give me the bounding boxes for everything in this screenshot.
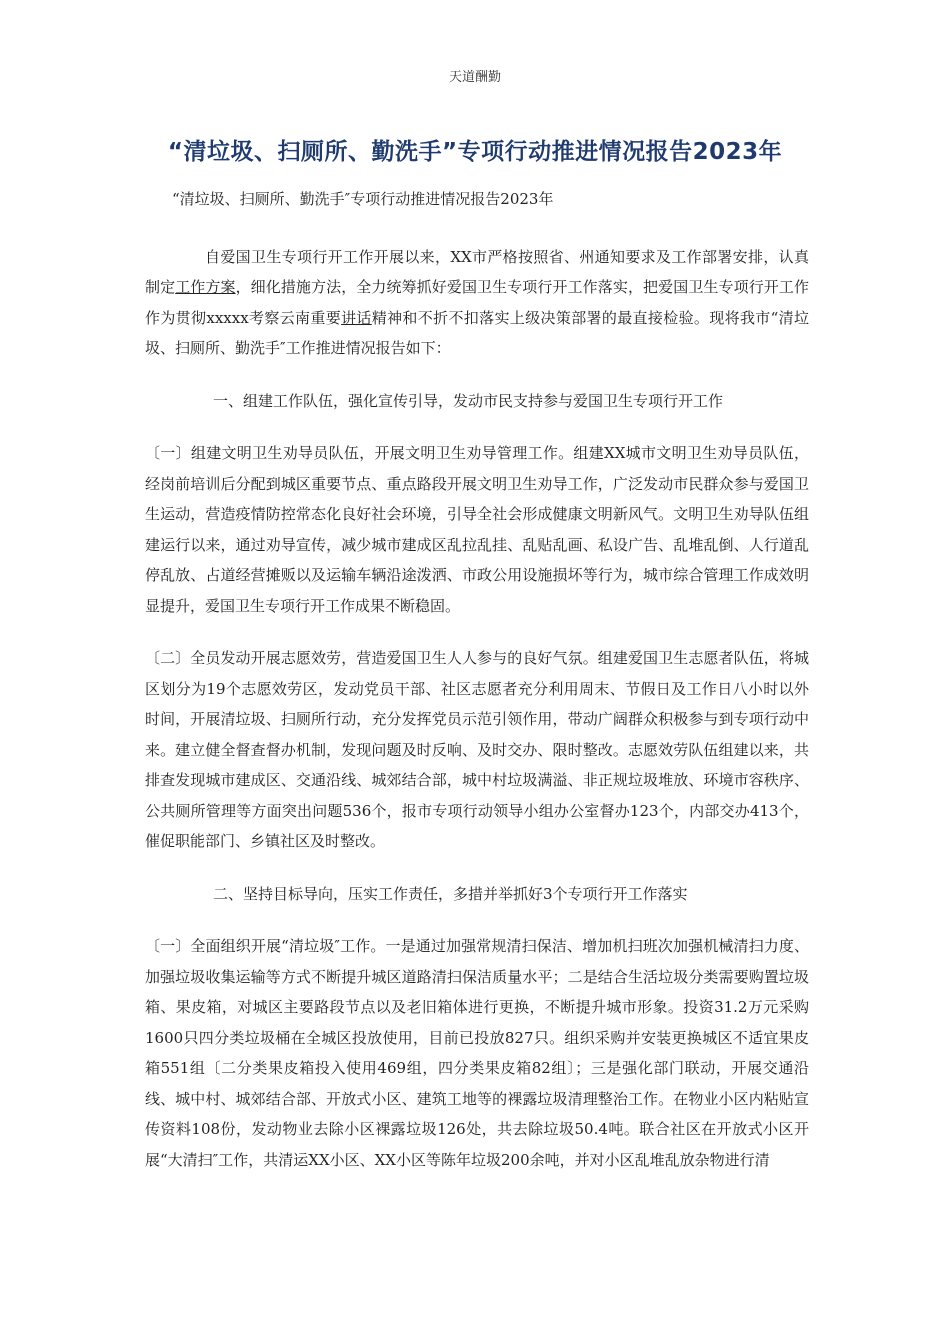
intro-text-1: 自爱国卫生专项行开工作开展以来，XX市严格按照省、州通知要求及工作部署安排，认真制定 — [145, 247, 809, 296]
work-plan-link[interactable]: 工作方案 — [175, 278, 236, 296]
section-2-paragraph-1: 〔一〕全面组织开展“清垃圾″工作。一是通过加强常规清扫保洁、增加机扫班次加强机械清扫力度、加强垃圾收集运输等方式不断提升城区道路清扫保洁质量水平；二是结合生活垃圾分类需要购置垃圾箱、果皮箱，对城区主要路段节点以及老旧箱体进行更换，不断提升城市形象。投资31.2万元采购1600只四分类垃圾桶在全城区投放使用，目前已投放827只。组织采购并安装更换城区不适宜果皮箱551组〔二分类果皮箱投入使用469组，四分类果皮箱82组〕；三是强化部门联动，开展交通沿线、城中村、城郊结合部、开放式小区、建筑工地等的裸露垃圾清理整治工作。在物业小区内粘贴宣传资料108份，发动物业去除小区裸露垃圾126处，共去除垃圾50.4吨。联合社区在开放式小区开展“大清扫″工作，共清运XX小区、XX小区等陈年垃圾200余吨，并对小区乱堆乱放杂物进行清 — [145, 937, 809, 1169]
section-1-heading: 一、组建工作队伍，强化宣传引导，发动市民支持参与爱国卫生专项行开工作 — [213, 391, 724, 410]
page-header: 天道酬勤 — [448, 70, 501, 85]
section-1-paragraph-2: 〔二〕全员发动开展志愿效劳，营造爱国卫生人人参与的良好气氛。组建爱国卫生志愿者队伍，将城区划分为19个志愿效劳区，发动党员干部、社区志愿者充分利用周末、节假日及工作日八小时以外时间，开展清垃圾、扫厕所行动，充分发挥党员示范引领作用，带动广阔群众积极参与到专项行动中来。建立健全督查督办机制，发现问题及时反响、及时交办、限时整改。志愿效劳队伍组建以来，共排查发现城市建成区、交通沿线、城郊结合部，城中村垃圾满溢、非正规垃圾堆放、环境市容秩序、公共厕所管理等方面突出问题536个，报市专项行动领导小组办公室督办123个，内部交办413个，催促职能部门、乡镇社区及时整改。 — [145, 649, 809, 850]
intro-paragraph — [145, 242, 809, 364]
section-2-heading: 二、坚持目标导向，压实工作责任，多措并举抓好3个专项行开工作落实 — [213, 884, 688, 903]
document-title: “清垃圾、扫厕所、勤洗手”专项行动推进情况报告2023年 — [167, 139, 783, 165]
document-subtitle: “清垃圾、扫厕所、勤洗手″专项行动推进情况报告2023年 — [172, 190, 554, 208]
section-1-paragraph-1: 〔一〕组建文明卫生劝导员队伍，开展文明卫生劝导管理工作。组建XX城市文明卫生劝导员队伍，经岗前培训后分配到城区重要节点、重点路段开展文明卫生劝导工作，广泛发动市民群众参与爱国卫生运动，营造疫情防控常态化良好社会环境，引导全社会形成健康文明新风气。文明卫生劝导队伍组建运行以来，通过劝导宣传，减少城市建成区乱拉乱挂、乱贴乱画、私设广告、乱堆乱倒、人行道乱停乱放、占道经营摊贩以及运输车辆沿途泼洒、市政公用设施损坏等行为，城市综合管理工作成效明显提升，爱国卫生专项行开工作成果不断稳固。 — [145, 444, 809, 615]
intro-text-3: 精神和不折不扣落实上级决策部署的最直接检验。现将我市“清垃圾、扫厕所、勤洗手″工作推进情况报告如下： — [145, 308, 809, 357]
document-body — [145, 184, 809, 1175]
intro-text-2: ，细化措施方法，全力统筹抓好爱国卫生专项行开工作落实，把爱国卫生专项行开工作作为贯彻xxxxx考察云南重要 — [145, 278, 809, 327]
speech-link[interactable]: 讲话 — [341, 308, 372, 327]
